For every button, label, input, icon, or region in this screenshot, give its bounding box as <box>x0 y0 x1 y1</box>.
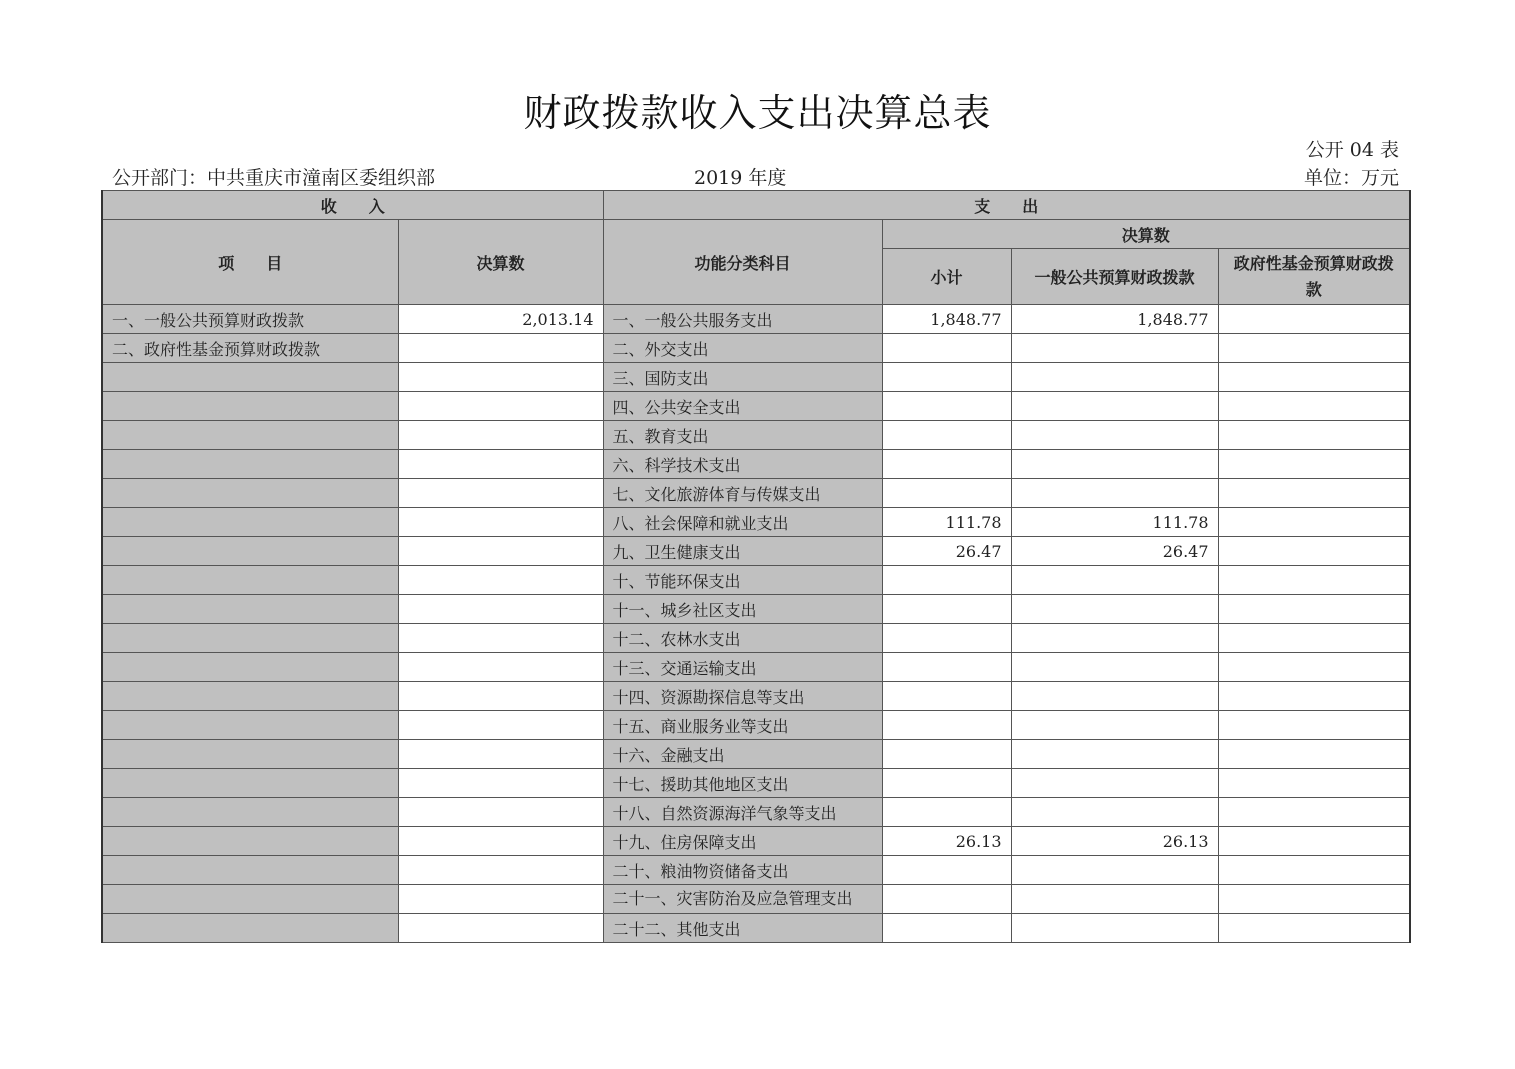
expense-fund-cell <box>1218 798 1410 827</box>
expense-fund-cell <box>1218 595 1410 624</box>
expense-subtotal-cell <box>882 624 1011 653</box>
expense-subtotal-cell <box>882 566 1011 595</box>
expense-subtotal-cell <box>882 479 1011 508</box>
expense-category-cell: 九、卫生健康支出 <box>603 537 882 566</box>
expense-category-cell: 二、外交支出 <box>603 334 882 363</box>
expense-subtotal-cell <box>882 769 1011 798</box>
expense-category-cell: 三、国防支出 <box>603 363 882 392</box>
table-row <box>102 885 1410 914</box>
expense-general-cell <box>1011 885 1218 914</box>
expense-subtotal-cell: 26.47 <box>882 537 1011 566</box>
income-item-cell <box>102 711 398 740</box>
income-item-cell <box>102 421 398 450</box>
income-item-cell <box>102 566 398 595</box>
table-row <box>102 334 1410 363</box>
expense-category-cell: 五、教育支出 <box>603 421 882 450</box>
expense-category-cell: 十七、援助其他地区支出 <box>603 769 882 798</box>
table-row <box>102 479 1410 508</box>
income-item-cell <box>102 392 398 421</box>
expense-general-cell <box>1011 740 1218 769</box>
expense-fund-cell <box>1218 827 1410 856</box>
table-row <box>102 392 1410 421</box>
expense-fund-cell <box>1218 363 1410 392</box>
expense-general-cell: 111.78 <box>1011 508 1218 537</box>
expense-subtotal-cell <box>882 421 1011 450</box>
expense-category-cell: 六、科学技术支出 <box>603 450 882 479</box>
expense-subtotal-cell <box>882 856 1011 885</box>
income-amount-cell <box>398 595 603 624</box>
expense-subtotal-cell <box>882 798 1011 827</box>
expense-subtotal-cell <box>882 595 1011 624</box>
income-amount-cell <box>398 479 603 508</box>
income-amount-cell <box>398 537 603 566</box>
income-amount-cell <box>398 711 603 740</box>
expense-fund-cell <box>1218 624 1410 653</box>
income-amount-cell <box>398 682 603 711</box>
expense-general-cell <box>1011 479 1218 508</box>
table-row <box>102 827 1410 856</box>
expense-category-cell: 七、文化旅游体育与传媒支出 <box>603 479 882 508</box>
income-item-cell <box>102 450 398 479</box>
table-row <box>102 856 1410 885</box>
expense-fund-cell <box>1218 537 1410 566</box>
table-row <box>102 740 1410 769</box>
table-row <box>102 363 1410 392</box>
expense-fund-cell <box>1218 305 1410 334</box>
expense-category-cell: 二十、粮油物资储备支出 <box>603 856 882 885</box>
income-amount-cell <box>398 363 603 392</box>
table-row <box>102 914 1410 943</box>
income-amount-cell <box>398 624 603 653</box>
expense-fund-cell <box>1218 479 1410 508</box>
expense-category-cell: 四、公共安全支出 <box>603 392 882 421</box>
income-item-cell <box>102 595 398 624</box>
expense-fund-cell <box>1218 856 1410 885</box>
income-amount-cell <box>398 508 603 537</box>
expense-subtotal-cell: 26.13 <box>882 827 1011 856</box>
expense-fund-cell <box>1218 653 1410 682</box>
expense-category-cell: 二十一、灾害防治及应急管理支出 <box>603 885 882 914</box>
expense-category-cell: 十九、住房保障支出 <box>603 827 882 856</box>
expense-subtotal-cell: 1,848.77 <box>882 305 1011 334</box>
expense-general-cell <box>1011 798 1218 827</box>
table-row <box>102 595 1410 624</box>
unit-label: 单位：万元 <box>1303 167 1399 189</box>
expense-fund-cell <box>1218 566 1410 595</box>
table-code: 公开 04 表 <box>1305 139 1399 161</box>
income-item-cell <box>102 624 398 653</box>
income-item-cell <box>102 798 398 827</box>
income-item-cell <box>102 740 398 769</box>
fiscal-year: 2019 年度 <box>694 167 787 189</box>
expense-fund-cell <box>1218 740 1410 769</box>
expense-subtotal-cell <box>882 885 1011 914</box>
expense-general-cell <box>1011 856 1218 885</box>
income-amount-cell <box>398 827 603 856</box>
table-row <box>102 508 1410 537</box>
income-amount-cell <box>398 798 603 827</box>
expense-subtotal-cell <box>882 334 1011 363</box>
income-item-cell <box>102 769 398 798</box>
expense-subtotal-cell <box>882 363 1011 392</box>
expense-category-cell: 十八、自然资源海洋气象等支出 <box>603 798 882 827</box>
expense-general-cell <box>1011 392 1218 421</box>
income-amount-cell: 2,013.14 <box>398 305 603 334</box>
expense-header: 支 出 <box>603 191 1410 220</box>
income-item-cell <box>102 682 398 711</box>
income-item-cell: 二、政府性基金预算财政拨款 <box>102 334 398 363</box>
income-item-cell <box>102 885 398 914</box>
table-row <box>102 653 1410 682</box>
expense-fund-cell <box>1218 885 1410 914</box>
item-header: 项 目 <box>102 220 398 305</box>
table-row <box>102 711 1410 740</box>
expense-subtotal-cell <box>882 914 1011 943</box>
expense-category-cell: 十六、金融支出 <box>603 740 882 769</box>
income-amount-cell <box>398 392 603 421</box>
table-row <box>102 421 1410 450</box>
expense-category-cell: 十一、城乡社区支出 <box>603 595 882 624</box>
income-amount-cell <box>398 421 603 450</box>
expense-fund-cell <box>1218 334 1410 363</box>
expense-category-cell: 十、节能环保支出 <box>603 566 882 595</box>
expense-general-cell <box>1011 914 1218 943</box>
income-item-cell: 一、一般公共预算财政拨款 <box>102 305 398 334</box>
expense-category-cell: 八、社会保障和就业支出 <box>603 508 882 537</box>
expense-general-cell <box>1011 363 1218 392</box>
expense-general-cell: 26.13 <box>1011 827 1218 856</box>
expense-fund-cell <box>1218 769 1410 798</box>
expense-fund-cell <box>1218 711 1410 740</box>
expense-subtotal-cell <box>882 740 1011 769</box>
expense-category-cell: 一、一般公共服务支出 <box>603 305 882 334</box>
expense-fund-cell <box>1218 450 1410 479</box>
expense-fund-cell <box>1218 421 1410 450</box>
income-item-cell <box>102 914 398 943</box>
expense-fund-cell <box>1218 392 1410 421</box>
page-title: 财政拨款收入支出决算总表 <box>523 91 992 135</box>
expense-general-cell <box>1011 450 1218 479</box>
table-row <box>102 566 1410 595</box>
expense-general-cell <box>1011 595 1218 624</box>
table-row <box>102 624 1410 653</box>
expense-general-cell <box>1011 653 1218 682</box>
function-category-header: 功能分类科目 <box>603 220 882 305</box>
income-item-cell <box>102 363 398 392</box>
income-item-cell <box>102 827 398 856</box>
income-item-cell <box>102 856 398 885</box>
income-item-cell <box>102 479 398 508</box>
expense-general-cell: 26.47 <box>1011 537 1218 566</box>
expense-general-cell <box>1011 769 1218 798</box>
table-row <box>102 450 1410 479</box>
income-amount-cell <box>398 334 603 363</box>
expense-subtotal-cell <box>882 392 1011 421</box>
income-item-cell <box>102 653 398 682</box>
general-budget-header: 一般公共预算财政拨款 <box>1011 249 1218 305</box>
final-amount-header: 决算数 <box>398 220 603 305</box>
expense-fund-cell <box>1218 682 1410 711</box>
income-amount-cell <box>398 769 603 798</box>
income-item-cell <box>102 508 398 537</box>
income-amount-cell <box>398 740 603 769</box>
subtotal-header: 小计 <box>882 249 1011 305</box>
final-accounts-table <box>101 190 1411 943</box>
expense-category-cell: 十三、交通运输支出 <box>603 653 882 682</box>
table-row <box>102 682 1410 711</box>
expense-general-cell <box>1011 421 1218 450</box>
table-row <box>102 305 1410 334</box>
expense-category-cell: 十五、商业服务业等支出 <box>603 711 882 740</box>
income-amount-cell <box>398 450 603 479</box>
department-label: 公开部门：中共重庆市潼南区委组织部 <box>112 167 436 189</box>
expense-category-cell: 十二、农林水支出 <box>603 624 882 653</box>
expense-general-cell <box>1011 682 1218 711</box>
expense-general-cell <box>1011 624 1218 653</box>
expense-subtotal-cell <box>882 682 1011 711</box>
expense-general-cell <box>1011 334 1218 363</box>
income-amount-cell <box>398 914 603 943</box>
income-item-cell <box>102 537 398 566</box>
income-amount-cell <box>398 885 603 914</box>
expense-subtotal-cell: 111.78 <box>882 508 1011 537</box>
expense-fund-cell <box>1218 508 1410 537</box>
table-row <box>102 537 1410 566</box>
gov-fund-header: 政府性基金预算财政拨款 <box>1218 249 1410 305</box>
table-row <box>102 798 1410 827</box>
expense-category-cell: 二十二、其他支出 <box>603 914 882 943</box>
expense-fund-cell <box>1218 914 1410 943</box>
table-row <box>102 769 1410 798</box>
income-amount-cell <box>398 653 603 682</box>
expense-general-cell <box>1011 566 1218 595</box>
final-group-header: 决算数 <box>882 220 1410 249</box>
expense-general-cell <box>1011 711 1218 740</box>
expense-category-cell: 十四、资源勘探信息等支出 <box>603 682 882 711</box>
income-header: 收 入 <box>102 191 603 220</box>
expense-subtotal-cell <box>882 450 1011 479</box>
expense-subtotal-cell <box>882 711 1011 740</box>
income-amount-cell <box>398 566 603 595</box>
expense-subtotal-cell <box>882 653 1011 682</box>
income-amount-cell <box>398 856 603 885</box>
expense-general-cell: 1,848.77 <box>1011 305 1218 334</box>
